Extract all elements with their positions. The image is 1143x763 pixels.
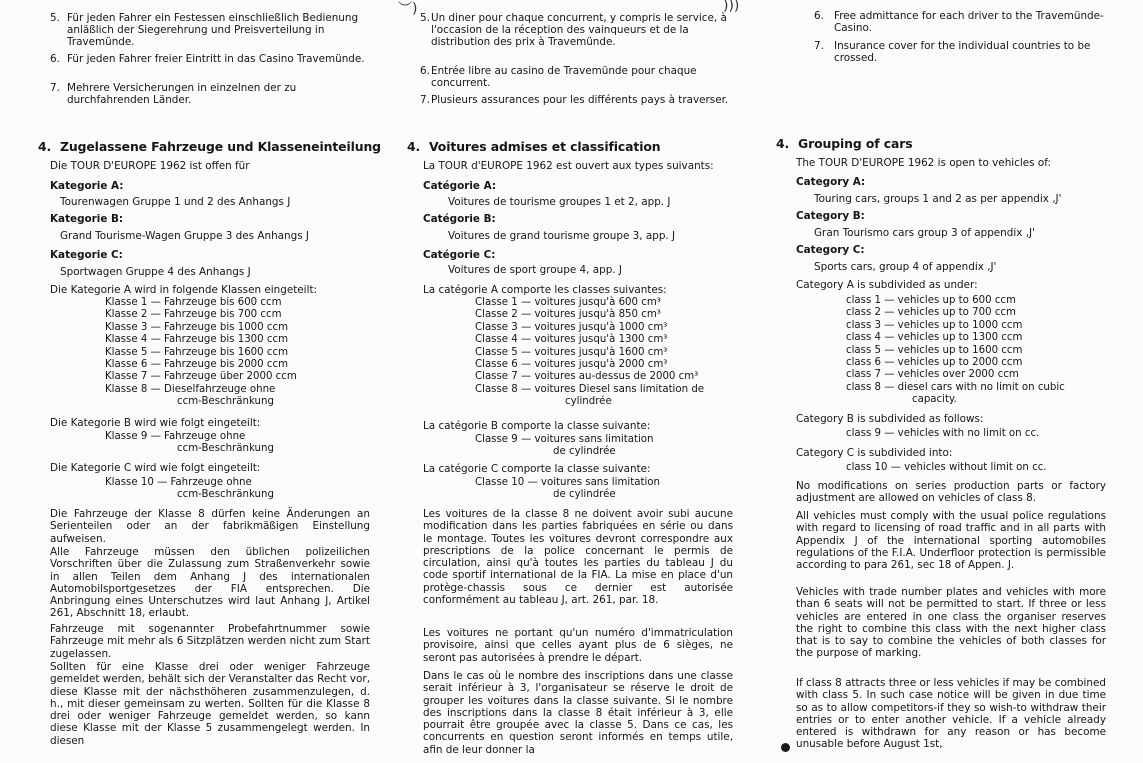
subdivision-heading: La catégorie A comporte les classes suivantes: bbox=[423, 284, 667, 296]
category-label: Kategorie B: bbox=[50, 213, 124, 225]
paragraph: Dans le cas où le nombre des inscriptions dans une classe serait inférieur à 3, l'organisateur se réserve le droit de grouper les voitures dans la classe suivante. Si le nombre des inscriptions dans la classe 8 était inférieur à 3, elle pourrait être groupée avec la classe 5. Dans ce cas, les concurrents en question seront informés en temps utile, afin de leur donner la bbox=[423, 670, 733, 756]
class-row: class 7 — vehicles over 2000 ccm bbox=[846, 369, 1019, 381]
scan-mark: ))) bbox=[723, 0, 740, 14]
intro-item: 5. Für jeden Fahrer ein Festessen einschließlich Bedienung anläßlich der Siegerehrung und Preisverteilung in Travemünde. bbox=[50, 12, 359, 49]
subdivision-heading: La catégorie C comporte la classe suivante: bbox=[423, 463, 651, 475]
class-row: class 9 — vehicles with no limit on cc. bbox=[846, 428, 1040, 439]
subdivision-heading: Category A is subdivided as under: bbox=[796, 279, 978, 291]
category-label: Category A: bbox=[796, 176, 866, 188]
class-row: Classe 5 — voitures jusqu'à 1600 cm³ bbox=[475, 346, 668, 358]
paragraph: All vehicles must comply with the usual police regulations with regard to licensing of road traffic and in all parts with Appendix J of the international sporting automobiles regulations of the F.I.A. Underfloor protection is permissible according to para 261, sec 18 of Appen. J. bbox=[796, 510, 1106, 572]
category-label: Kategorie C: bbox=[50, 249, 123, 261]
class-row: class 6 — vehicles up to 2000 ccm bbox=[846, 357, 1023, 369]
category-label: Catégorie C: bbox=[423, 249, 496, 261]
class-row: class 10 — vehicles without limit on cc. bbox=[846, 462, 1047, 473]
category-label: Category B: bbox=[796, 210, 865, 222]
class-continuation: ccm-Beschränkung bbox=[177, 489, 274, 501]
category-text: Grand Tourisme-Wagen Gruppe 3 des Anhangs J bbox=[60, 230, 309, 242]
class-row: Classe 7 — voitures au-dessus de 2000 cm³ bbox=[475, 371, 699, 383]
class-row: Klasse 8 — Dieselfahrzeuge ohne bbox=[105, 383, 276, 395]
category-text: Sportwagen Gruppe 4 des Anhangs J bbox=[60, 266, 251, 278]
intro-item: 7. Mehrere Versicherungen in einzelnen der zu durchfahrenden Länder. bbox=[50, 82, 297, 107]
class-continuation: de cylindrée bbox=[553, 446, 616, 458]
class-list bbox=[846, 428, 1039, 440]
category-text: Voitures de tourisme groupes 1 et 2, app. J bbox=[448, 196, 671, 208]
paragraph: Sollten für eine Klasse drei oder weniger Fahrzeuge gemeldet werden, behält sich der Veranstalter das Recht vor, diese Klasse mit der nächsthöheren zusammenzulegen, d. h., mit dieser gemeinsam zu werten. Sollten für die Klasse 8 drei oder weniger Fahrzeuge gemeldet werden, so kann diese Klasse mit der Klasse 5 zusammengelegt werden. In diesen bbox=[50, 661, 370, 747]
class-list bbox=[475, 434, 654, 459]
class-row: Klasse 1 — Fahrzeuge bis 600 ccm bbox=[105, 297, 282, 308]
category-label: Catégorie B: bbox=[423, 213, 496, 225]
paragraph: No modifications on series production parts or factory adjustment are allowed on vehicles of class 8. bbox=[796, 480, 1106, 505]
section-intro: Die TOUR D'EUROPE 1962 ist offen für bbox=[50, 160, 250, 172]
paragraph: Alle Fahrzeuge müssen den üblichen polizeilichen Vorschriften über die Zulassung zum Straßenverkehr sowie in allen Teilen dem Anhang J des internationalen Automobilsportgesetzes der FIA entsprechen. Die Anbringung eines Unterschutzes wird laut Anhang J, Artikel 261, Abschnitt 18, erlaubt. bbox=[50, 546, 370, 620]
class-list bbox=[105, 431, 274, 456]
intro-item: 6. Für jeden Fahrer freier Eintritt in das Casino Travemünde. bbox=[50, 53, 365, 65]
category-label: Kategorie A: bbox=[50, 180, 124, 192]
scan-mark: ︶) bbox=[398, 1, 418, 17]
class-continuation: ccm-Beschränkung bbox=[177, 443, 274, 455]
section-intro: The TOUR D'EUROPE 1962 is open to vehicles of: bbox=[796, 157, 1052, 169]
class-row: Classe 2 — voitures jusqu'à 850 cm³ bbox=[475, 309, 661, 321]
class-row: Classe 6 — voitures jusqu'à 2000 cm³ bbox=[475, 359, 668, 371]
class-row: Classe 8 — voitures Diesel sans limitation de bbox=[475, 383, 705, 395]
class-row: Klasse 5 — Fahrzeuge bis 1600 ccm bbox=[105, 346, 289, 358]
class-continuation: capacity. bbox=[912, 394, 957, 406]
category-text: Voitures de sport groupe 4, app. J bbox=[448, 264, 622, 276]
paragraph: Les voitures ne portant qu'un numéro d'immatriculation provisoire, ainsi que celles ayant plus de 6 sièges, ne seront pas autorisées à prendre le départ. bbox=[423, 627, 733, 664]
intro-item: 7. Insurance cover for the individual countries to be crossed. bbox=[814, 40, 1091, 65]
class-list bbox=[475, 477, 660, 502]
section-heading: 4. Voitures admises et classification bbox=[407, 139, 661, 154]
category-text: Tourenwagen Gruppe 1 und 2 des Anhangs J bbox=[60, 196, 291, 208]
class-row: Klasse 3 — Fahrzeuge bis 1000 ccm bbox=[105, 321, 289, 333]
class-list bbox=[846, 295, 1065, 407]
paragraph: If class 8 attracts three or less vehicles if may be combined with class 5. In such case notice will be given in due time so as to allow competitors-if they so wish-to withdraw their entries or to enter another vehicle. If a vehicle already entered is withdrawn for any reason or has become unusable before August 1st, bbox=[796, 677, 1106, 751]
bullet-dot bbox=[781, 743, 790, 752]
paragraph: Fahrzeuge mit sogenannter Probefahrtnummer sowie Fahrzeuge mit mehr als 6 Sitzplätzen werden nicht zum Start zugelassen. bbox=[50, 623, 370, 660]
category-text: Touring cars, groups 1 and 2 as per appendix ‚J' bbox=[814, 193, 1062, 205]
category-label: Category C: bbox=[796, 244, 865, 256]
paragraph: Les voitures de la classe 8 ne doivent avoir subi aucune modification dans les parties fabriquées en série ou dans le montage. Toutes les voitures devront correspondre aux prescriptions de la police concernant le permis de circulation, ainsi qu'à toutes les parties du tableau J du code sportif international de la FIA. La mise en place d'un protège-chassis sous ce dernier est autorisée conformément au tableau J, art. 261, par. 18. bbox=[423, 508, 733, 607]
class-row: class 2 — vehicles up to 700 ccm bbox=[846, 307, 1016, 319]
class-row: Classe 9 — voitures sans limitation bbox=[475, 434, 654, 445]
class-list bbox=[846, 462, 1047, 474]
intro-item: 6. Free admittance for each driver to the Travemünde-Casino. bbox=[814, 10, 1104, 35]
subdivision-heading: La catégorie B comporte la classe suivante: bbox=[423, 420, 651, 432]
class-continuation: cylindrée bbox=[565, 396, 612, 408]
class-row: class 8 — diesel cars with no limit on cubic bbox=[846, 381, 1065, 393]
class-row: class 1 — vehicles up to 600 ccm bbox=[846, 295, 1016, 306]
section-intro: La TOUR d'EUROPE 1962 est ouvert aux types suivants: bbox=[423, 160, 714, 172]
class-list bbox=[475, 297, 704, 409]
section-heading: 4. Grouping of cars bbox=[776, 136, 913, 151]
category-label: Catégorie A: bbox=[423, 180, 496, 192]
subdivision-heading: Die Kategorie C wird wie folgt eingeteilt: bbox=[50, 462, 261, 474]
class-row: Classe 4 — voitures jusqu'à 1300 cm³ bbox=[475, 334, 668, 346]
subdivision-heading: Category C is subdivided into: bbox=[796, 447, 953, 459]
class-list bbox=[105, 477, 274, 502]
class-row: Klasse 4 — Fahrzeuge bis 1300 ccm bbox=[105, 334, 289, 346]
class-row: Klasse 7 — Fahrzeuge über 2000 ccm bbox=[105, 371, 297, 383]
category-text: Voitures de grand tourisme groupe 3, app. J bbox=[448, 230, 676, 242]
class-row: Klasse 9 — Fahrzeuge ohne bbox=[105, 431, 246, 442]
subdivision-heading: Die Kategorie B wird wie folgt eingeteilt: bbox=[50, 417, 261, 429]
class-row: class 3 — vehicles up to 1000 ccm bbox=[846, 319, 1023, 331]
category-text: Sports cars, group 4 of appendix ‚J' bbox=[814, 261, 997, 273]
class-row: Klasse 2 — Fahrzeuge bis 700 ccm bbox=[105, 309, 282, 321]
intro-item: 7. Plusieurs assurances pour les différents pays à traverser. bbox=[420, 94, 729, 106]
paragraph: Vehicles with trade number plates and vehicles with more than 6 seats will not be permitted to start. If three or less vehicles are entered in one class the organiser reserves the right to combine this class with the next higher class that is to say to combine the vehicles of both classes for the purpose of marking. bbox=[796, 586, 1106, 660]
class-row: class 4 — vehicles up to 1300 ccm bbox=[846, 332, 1023, 344]
class-row: Classe 10 — voitures sans limitation bbox=[475, 477, 660, 488]
class-continuation: de cylindrée bbox=[553, 489, 616, 501]
section-heading: 4. Zugelassene Fahrzeuge und Klasseneinteilung bbox=[38, 139, 381, 154]
intro-item: 6. Entrée libre au casino de Travemünde pour chaque concurrent. bbox=[420, 65, 697, 90]
class-row: Classe 1 — voitures jusqu'à 600 cm³ bbox=[475, 297, 661, 308]
paragraph: Die Fahrzeuge der Klasse 8 dürfen keine Änderungen an Serienteilen oder an der fabrikmäßigen Einstellung aufweisen. bbox=[50, 508, 370, 545]
intro-item: 5. Un diner pour chaque concurrent, y compris le service, à l'occasion de la réception des vainqueurs et de la distribution des prix à Travemünde. bbox=[420, 12, 727, 49]
subdivision-heading: Die Kategorie A wird in folgende Klassen eingeteilt: bbox=[50, 284, 318, 296]
class-row: Klasse 10 — Fahrzeuge ohne bbox=[105, 477, 252, 488]
subdivision-heading: Category B is subdivided as follows: bbox=[796, 413, 984, 425]
class-list bbox=[105, 297, 297, 409]
class-row: class 5 — vehicles up to 1600 ccm bbox=[846, 344, 1023, 356]
class-continuation: ccm-Beschränkung bbox=[177, 396, 274, 408]
category-text: Gran Tourismo cars group 3 of appendix ‚J' bbox=[814, 227, 1035, 239]
class-row: Classe 3 — voitures jusqu'à 1000 cm³ bbox=[475, 321, 668, 333]
class-row: Klasse 6 — Fahrzeuge bis 2000 ccm bbox=[105, 359, 289, 371]
